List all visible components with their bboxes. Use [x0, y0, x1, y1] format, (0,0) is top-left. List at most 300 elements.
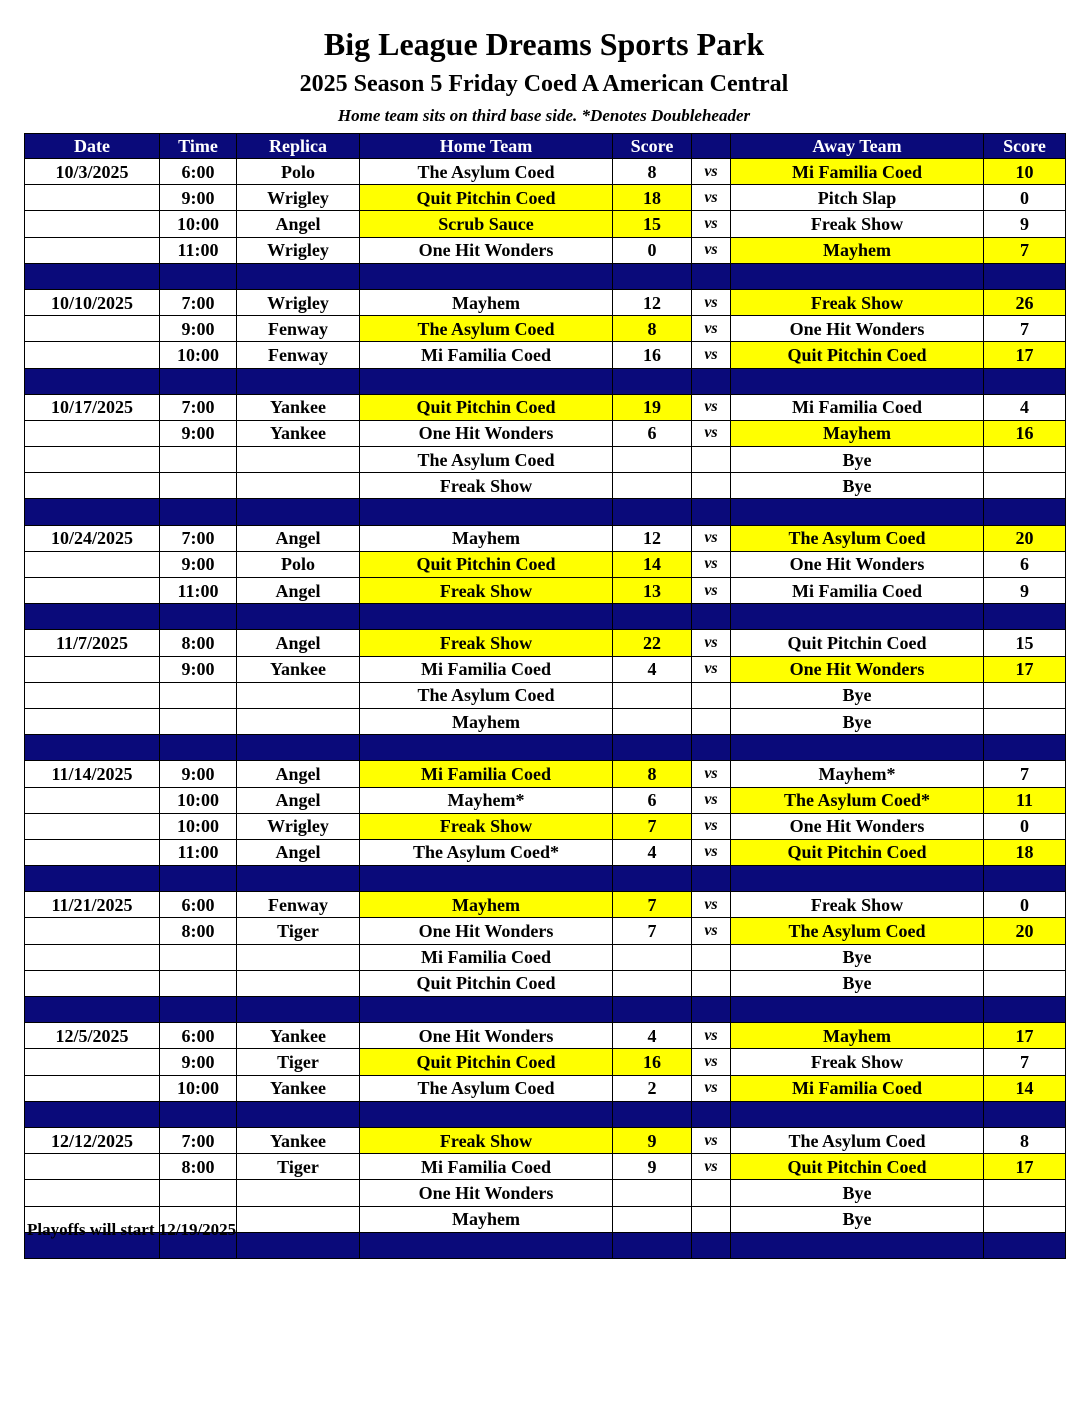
- separator-cell: [692, 997, 731, 1023]
- cell-time: 9:00: [160, 761, 237, 787]
- week-separator-row: [25, 499, 1066, 525]
- cell-home-score: [613, 970, 692, 996]
- separator-cell: [237, 499, 360, 525]
- cell-home-team: Mi Familia Coed: [360, 1154, 613, 1180]
- separator-cell: [237, 866, 360, 892]
- table-row: [25, 394, 1066, 420]
- separator-cell: [160, 997, 237, 1023]
- cell-time: 7:00: [160, 525, 237, 551]
- cell-away-score: 7: [984, 761, 1066, 787]
- separator-cell: [613, 735, 692, 761]
- cell-date: 12/5/2025: [25, 1023, 160, 1049]
- cell-time: 10:00: [160, 342, 237, 368]
- cell-vs: vs: [692, 1127, 731, 1153]
- separator-cell: [360, 499, 613, 525]
- table-row: [25, 237, 1066, 263]
- cell-replica: Yankee: [237, 420, 360, 446]
- separator-cell: [613, 1101, 692, 1127]
- separator-cell: [160, 368, 237, 394]
- table-row: [25, 892, 1066, 918]
- cell-date: [25, 237, 160, 263]
- cell-home-score: 7: [613, 813, 692, 839]
- separator-cell: [984, 997, 1066, 1023]
- cell-time: 7:00: [160, 394, 237, 420]
- separator-cell: [984, 604, 1066, 630]
- cell-away-score: 0: [984, 185, 1066, 211]
- cell-home-score: 19: [613, 394, 692, 420]
- cell-away-team: Freak Show: [731, 211, 984, 237]
- cell-time: 9:00: [160, 420, 237, 446]
- cell-home-score: 4: [613, 839, 692, 865]
- cell-vs: vs: [692, 237, 731, 263]
- cell-away-team: Bye: [731, 708, 984, 734]
- separator-cell: [692, 604, 731, 630]
- separator-cell: [692, 368, 731, 394]
- table-row: [25, 708, 1066, 734]
- col-header-away-score: Score: [984, 134, 1066, 159]
- cell-home-team: Mayhem: [360, 525, 613, 551]
- cell-date: 10/10/2025: [25, 289, 160, 315]
- cell-time: [160, 682, 237, 708]
- separator-cell: [237, 735, 360, 761]
- cell-replica: Angel: [237, 787, 360, 813]
- cell-vs: vs: [692, 1075, 731, 1101]
- cell-away-team: The Asylum Coed*: [731, 787, 984, 813]
- cell-home-score: [613, 1206, 692, 1232]
- cell-away-team: Mayhem: [731, 1023, 984, 1049]
- table-row: [25, 473, 1066, 499]
- cell-vs: vs: [692, 316, 731, 342]
- table-row: [25, 420, 1066, 446]
- cell-replica: Fenway: [237, 316, 360, 342]
- header-row: [25, 134, 1066, 159]
- cell-replica: [237, 1180, 360, 1206]
- col-header-vs: [692, 134, 731, 159]
- cell-vs: vs: [692, 211, 731, 237]
- cell-away-team: Bye: [731, 944, 984, 970]
- separator-cell: [731, 735, 984, 761]
- cell-vs: [692, 1180, 731, 1206]
- cell-away-score: 15: [984, 630, 1066, 656]
- cell-away-score: [984, 1180, 1066, 1206]
- cell-date: [25, 708, 160, 734]
- cell-away-team: Mi Familia Coed: [731, 578, 984, 604]
- cell-time: [160, 970, 237, 996]
- cell-home-team: Mayhem: [360, 708, 613, 734]
- table-row: [25, 1180, 1066, 1206]
- cell-replica: Angel: [237, 630, 360, 656]
- cell-time: [160, 944, 237, 970]
- cell-home-team: Quit Pitchin Coed: [360, 551, 613, 577]
- cell-away-team: Bye: [731, 447, 984, 473]
- cell-away-score: 17: [984, 342, 1066, 368]
- cell-date: [25, 185, 160, 211]
- cell-date: [25, 944, 160, 970]
- cell-home-team: The Asylum Coed: [360, 1075, 613, 1101]
- week-separator-row: [25, 866, 1066, 892]
- cell-time: 9:00: [160, 656, 237, 682]
- cell-replica: Wrigley: [237, 237, 360, 263]
- week-separator-row: [25, 263, 1066, 289]
- cell-away-team: Bye: [731, 970, 984, 996]
- separator-cell: [237, 368, 360, 394]
- separator-cell: [25, 604, 160, 630]
- cell-away-score: [984, 970, 1066, 996]
- separator-cell: [160, 866, 237, 892]
- table-row: [25, 159, 1066, 185]
- table-row: [25, 447, 1066, 473]
- cell-date: 11/7/2025: [25, 630, 160, 656]
- separator-cell: [731, 368, 984, 394]
- cell-away-team: One Hit Wonders: [731, 656, 984, 682]
- week-separator-row: [25, 368, 1066, 394]
- separator-cell: [692, 735, 731, 761]
- cell-away-score: [984, 1206, 1066, 1232]
- separator-cell: [613, 368, 692, 394]
- cell-away-score: 17: [984, 1154, 1066, 1180]
- cell-home-score: 18: [613, 185, 692, 211]
- cell-date: [25, 787, 160, 813]
- cell-home-score: 22: [613, 630, 692, 656]
- table-row: [25, 1075, 1066, 1101]
- cell-home-score: 4: [613, 656, 692, 682]
- cell-away-score: 14: [984, 1075, 1066, 1101]
- cell-vs: vs: [692, 1049, 731, 1075]
- separator-cell: [731, 499, 984, 525]
- cell-home-team: Mi Familia Coed: [360, 944, 613, 970]
- cell-home-score: 7: [613, 892, 692, 918]
- cell-home-score: 8: [613, 159, 692, 185]
- cell-away-score: 10: [984, 159, 1066, 185]
- cell-vs: [692, 682, 731, 708]
- separator-cell: [237, 1232, 360, 1258]
- cell-time: 10:00: [160, 211, 237, 237]
- cell-vs: vs: [692, 656, 731, 682]
- schedule-note: Home team sits on third base side. *Denotes Doubleheader: [337, 106, 751, 125]
- cell-replica: Angel: [237, 578, 360, 604]
- cell-away-score: 0: [984, 892, 1066, 918]
- cell-home-team: Freak Show: [360, 473, 613, 499]
- cell-replica: [237, 682, 360, 708]
- separator-cell: [25, 499, 160, 525]
- cell-home-team: Mi Familia Coed: [360, 656, 613, 682]
- cell-replica: Yankee: [237, 1023, 360, 1049]
- cell-vs: vs: [692, 551, 731, 577]
- page-subtitle: 2025 Season 5 Friday Coed A American Central: [299, 71, 789, 97]
- cell-home-team: Mayhem: [360, 892, 613, 918]
- cell-home-team: Freak Show: [360, 813, 613, 839]
- cell-vs: [692, 473, 731, 499]
- cell-time: 11:00: [160, 839, 237, 865]
- cell-date: [25, 316, 160, 342]
- table-row: [25, 551, 1066, 577]
- separator-cell: [692, 1232, 731, 1258]
- playoffs-note: Playoffs will start 12/19/2025: [27, 1220, 237, 1239]
- cell-date: [25, 342, 160, 368]
- table-row: [25, 682, 1066, 708]
- cell-home-team: Quit Pitchin Coed: [360, 185, 613, 211]
- cell-away-team: Bye: [731, 473, 984, 499]
- cell-date: 12/12/2025: [25, 1127, 160, 1153]
- separator-cell: [984, 263, 1066, 289]
- table-row: [25, 289, 1066, 315]
- cell-home-team: One Hit Wonders: [360, 420, 613, 446]
- cell-replica: [237, 1206, 360, 1232]
- table-row: [25, 185, 1066, 211]
- cell-away-score: 17: [984, 656, 1066, 682]
- cell-home-team: Freak Show: [360, 578, 613, 604]
- cell-time: [160, 708, 237, 734]
- cell-away-team: Bye: [731, 682, 984, 708]
- col-header-home-score: Score: [613, 134, 692, 159]
- cell-time: [160, 473, 237, 499]
- cell-away-team: Bye: [731, 1180, 984, 1206]
- cell-home-team: Quit Pitchin Coed: [360, 1049, 613, 1075]
- cell-vs: vs: [692, 420, 731, 446]
- cell-date: 11/14/2025: [25, 761, 160, 787]
- cell-date: [25, 1154, 160, 1180]
- cell-time: 8:00: [160, 918, 237, 944]
- cell-time: 8:00: [160, 1154, 237, 1180]
- cell-vs: vs: [692, 918, 731, 944]
- cell-vs: vs: [692, 1023, 731, 1049]
- cell-date: 10/17/2025: [25, 394, 160, 420]
- table-row: [25, 970, 1066, 996]
- separator-cell: [692, 499, 731, 525]
- table-row: [25, 1127, 1066, 1153]
- cell-vs: vs: [692, 289, 731, 315]
- separator-cell: [25, 866, 160, 892]
- cell-away-team: Quit Pitchin Coed: [731, 839, 984, 865]
- cell-replica: Angel: [237, 839, 360, 865]
- cell-away-team: Mayhem: [731, 237, 984, 263]
- separator-cell: [237, 263, 360, 289]
- cell-home-team: Freak Show: [360, 1127, 613, 1153]
- cell-away-team: Mayhem*: [731, 761, 984, 787]
- separator-cell: [360, 997, 613, 1023]
- cell-home-score: 0: [613, 237, 692, 263]
- table-row: [25, 342, 1066, 368]
- cell-replica: Tiger: [237, 918, 360, 944]
- cell-home-score: 15: [613, 211, 692, 237]
- cell-home-team: One Hit Wonders: [360, 1180, 613, 1206]
- cell-time: 7:00: [160, 289, 237, 315]
- cell-vs: vs: [692, 892, 731, 918]
- cell-home-team: Mi Familia Coed: [360, 342, 613, 368]
- cell-away-team: Bye: [731, 1206, 984, 1232]
- cell-away-score: [984, 682, 1066, 708]
- cell-away-score: 7: [984, 1049, 1066, 1075]
- cell-time: 9:00: [160, 1049, 237, 1075]
- cell-home-score: [613, 473, 692, 499]
- separator-cell: [360, 368, 613, 394]
- separator-cell: [237, 997, 360, 1023]
- week-separator-row: [25, 997, 1066, 1023]
- cell-replica: Polo: [237, 159, 360, 185]
- cell-time: 7:00: [160, 1127, 237, 1153]
- cell-away-score: 4: [984, 394, 1066, 420]
- cell-home-team: Mi Familia Coed: [360, 761, 613, 787]
- cell-replica: Fenway: [237, 342, 360, 368]
- cell-away-score: [984, 708, 1066, 734]
- cell-vs: vs: [692, 394, 731, 420]
- separator-cell: [613, 263, 692, 289]
- separator-cell: [731, 1101, 984, 1127]
- separator-cell: [731, 866, 984, 892]
- separator-cell: [984, 1101, 1066, 1127]
- schedule-table: [24, 133, 1066, 1259]
- col-header-home-team: Home Team: [360, 134, 613, 159]
- cell-replica: Angel: [237, 525, 360, 551]
- cell-time: [160, 1180, 237, 1206]
- cell-home-score: [613, 447, 692, 473]
- cell-home-team: The Asylum Coed: [360, 159, 613, 185]
- cell-vs: [692, 944, 731, 970]
- cell-home-score: 6: [613, 420, 692, 446]
- separator-cell: [613, 604, 692, 630]
- separator-cell: [984, 368, 1066, 394]
- cell-home-score: 14: [613, 551, 692, 577]
- table-row: [25, 656, 1066, 682]
- cell-away-score: 11: [984, 787, 1066, 813]
- cell-vs: [692, 708, 731, 734]
- cell-time: 10:00: [160, 1075, 237, 1101]
- cell-replica: Tiger: [237, 1049, 360, 1075]
- cell-date: [25, 211, 160, 237]
- cell-away-score: [984, 447, 1066, 473]
- cell-home-score: 4: [613, 1023, 692, 1049]
- separator-cell: [984, 735, 1066, 761]
- cell-time: 8:00: [160, 630, 237, 656]
- separator-cell: [25, 263, 160, 289]
- table-row: [25, 316, 1066, 342]
- table-row: [25, 211, 1066, 237]
- cell-home-team: Quit Pitchin Coed: [360, 394, 613, 420]
- cell-away-team: One Hit Wonders: [731, 813, 984, 839]
- cell-date: [25, 1180, 160, 1206]
- cell-home-score: 13: [613, 578, 692, 604]
- separator-cell: [613, 1232, 692, 1258]
- cell-home-score: 9: [613, 1154, 692, 1180]
- cell-vs: vs: [692, 839, 731, 865]
- cell-away-score: [984, 944, 1066, 970]
- cell-date: [25, 447, 160, 473]
- separator-cell: [731, 604, 984, 630]
- cell-replica: [237, 970, 360, 996]
- cell-date: [25, 813, 160, 839]
- separator-cell: [160, 604, 237, 630]
- cell-vs: vs: [692, 342, 731, 368]
- table-row: [25, 1154, 1066, 1180]
- cell-away-team: Quit Pitchin Coed: [731, 630, 984, 656]
- separator-cell: [360, 1101, 613, 1127]
- separator-cell: [360, 604, 613, 630]
- separator-cell: [25, 735, 160, 761]
- cell-replica: Polo: [237, 551, 360, 577]
- cell-time: 11:00: [160, 578, 237, 604]
- cell-home-score: 12: [613, 289, 692, 315]
- cell-away-team: Quit Pitchin Coed: [731, 342, 984, 368]
- cell-home-team: Mayhem: [360, 289, 613, 315]
- cell-away-score: 7: [984, 237, 1066, 263]
- cell-home-score: 2: [613, 1075, 692, 1101]
- cell-replica: Angel: [237, 761, 360, 787]
- cell-home-team: Quit Pitchin Coed: [360, 970, 613, 996]
- cell-vs: vs: [692, 630, 731, 656]
- cell-date: 10/3/2025: [25, 159, 160, 185]
- cell-away-team: Freak Show: [731, 892, 984, 918]
- cell-time: 9:00: [160, 316, 237, 342]
- week-separator-row: [25, 735, 1066, 761]
- cell-vs: vs: [692, 159, 731, 185]
- cell-date: [25, 551, 160, 577]
- separator-cell: [360, 263, 613, 289]
- separator-cell: [25, 997, 160, 1023]
- cell-time: 9:00: [160, 551, 237, 577]
- cell-time: 6:00: [160, 159, 237, 185]
- cell-replica: [237, 944, 360, 970]
- cell-date: [25, 1075, 160, 1101]
- cell-home-team: The Asylum Coed: [360, 316, 613, 342]
- cell-vs: vs: [692, 578, 731, 604]
- cell-home-team: The Asylum Coed*: [360, 839, 613, 865]
- cell-date: [25, 1049, 160, 1075]
- cell-vs: [692, 447, 731, 473]
- separator-cell: [160, 1101, 237, 1127]
- cell-home-score: 16: [613, 342, 692, 368]
- cell-home-score: [613, 682, 692, 708]
- cell-away-score: 26: [984, 289, 1066, 315]
- cell-time: 11:00: [160, 237, 237, 263]
- cell-time: 9:00: [160, 185, 237, 211]
- separator-cell: [25, 1101, 160, 1127]
- cell-home-team: Mayhem: [360, 1206, 613, 1232]
- week-separator-row: [25, 604, 1066, 630]
- cell-away-team: The Asylum Coed: [731, 525, 984, 551]
- cell-away-team: Mi Familia Coed: [731, 394, 984, 420]
- cell-away-team: Mi Familia Coed: [731, 1075, 984, 1101]
- cell-vs: vs: [692, 185, 731, 211]
- separator-cell: [25, 368, 160, 394]
- cell-away-team: Mi Familia Coed: [731, 159, 984, 185]
- cell-away-score: 20: [984, 918, 1066, 944]
- table-row: [25, 944, 1066, 970]
- cell-away-team: Freak Show: [731, 1049, 984, 1075]
- separator-cell: [731, 263, 984, 289]
- cell-away-score: 20: [984, 525, 1066, 551]
- separator-cell: [731, 1232, 984, 1258]
- cell-home-team: The Asylum Coed: [360, 682, 613, 708]
- cell-home-team: One Hit Wonders: [360, 1023, 613, 1049]
- cell-home-score: 8: [613, 761, 692, 787]
- cell-replica: Tiger: [237, 1154, 360, 1180]
- separator-cell: [360, 735, 613, 761]
- week-separator-row: [25, 1101, 1066, 1127]
- separator-cell: [360, 1232, 613, 1258]
- cell-replica: Yankee: [237, 656, 360, 682]
- cell-home-team: Mayhem*: [360, 787, 613, 813]
- cell-away-team: The Asylum Coed: [731, 1127, 984, 1153]
- cell-vs: vs: [692, 1154, 731, 1180]
- cell-away-score: 17: [984, 1023, 1066, 1049]
- cell-away-team: One Hit Wonders: [731, 551, 984, 577]
- cell-replica: Yankee: [237, 1127, 360, 1153]
- cell-date: 11/21/2025: [25, 892, 160, 918]
- cell-date: [25, 839, 160, 865]
- cell-home-team: Scrub Sauce: [360, 211, 613, 237]
- table-row: [25, 630, 1066, 656]
- cell-time: [160, 447, 237, 473]
